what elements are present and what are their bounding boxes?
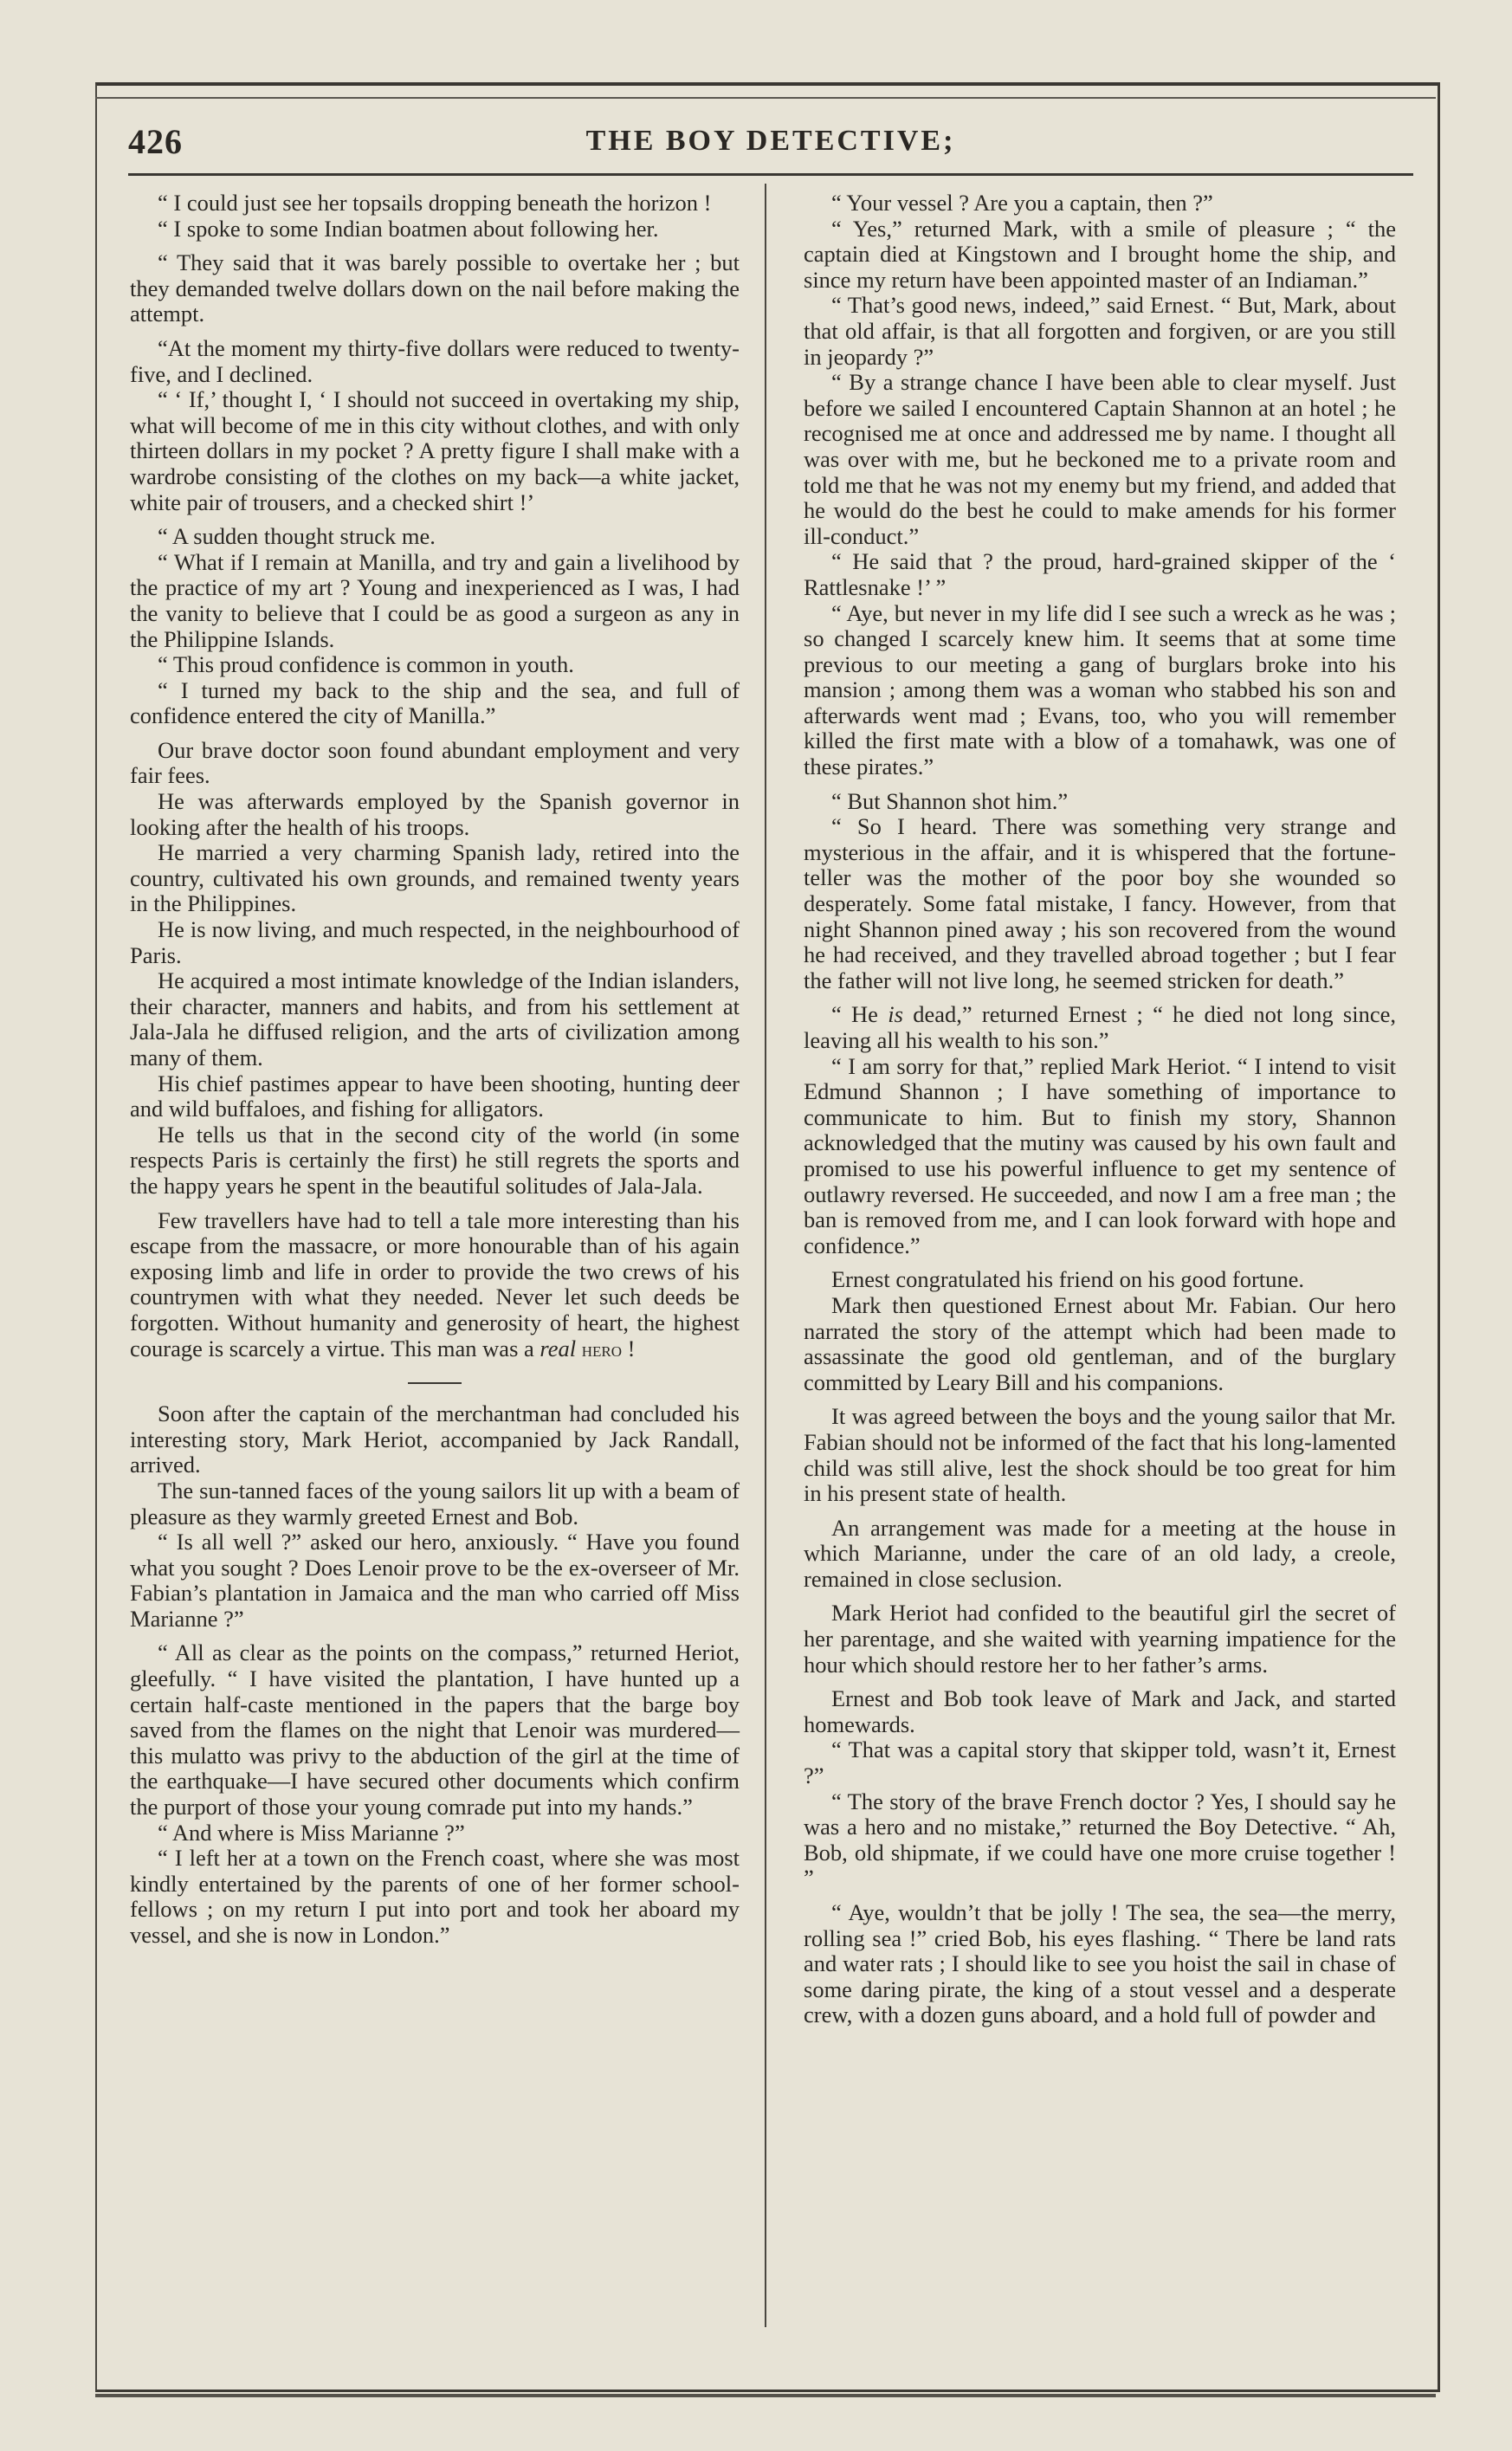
paragraph-end: ! bbox=[622, 1335, 636, 1361]
paragraph: Ernest congratulated his friend on his good fortune. bbox=[831, 1266, 1305, 1293]
paragraph: “ I spoke to some Indian boatmen about following her. bbox=[158, 215, 659, 242]
paragraph: “ And where is Miss Marianne ?” bbox=[158, 1819, 465, 1846]
column-divider bbox=[765, 184, 766, 2327]
paragraph: “ But Shannon shot him.” bbox=[831, 787, 1069, 814]
paragraph: “ Aye, but never in my life did I see such a wreck as he was ; so changed I scarcely knew him. It seems that at some time previous to our meeting a gang of burglars broke into his mansion ; among them was a woman who stabbed his son and afterwards went mad ; Evans, too, who you will remember killed the first mate with a blow of a tomahawk, was one of these pirates.” bbox=[804, 599, 1396, 780]
paragraph: Mark then questioned Ernest about Mr. Fabian. Our hero narrated the story of the attempt which had been made to assassinate the good old gentleman, and of the burglary committed by Leary Bill and his companions. bbox=[804, 1291, 1396, 1395]
paragraph: “ That’s good news, indeed,” said Ernest. “ But, Mark, about that old affair, is that all forgotten and forgiven, or are you still in jeopardy ?” bbox=[804, 292, 1396, 370]
paragraph-text: “ He bbox=[831, 1001, 888, 1028]
emphasis: real bbox=[540, 1335, 577, 1361]
emphasis: is bbox=[888, 1001, 903, 1028]
paragraph: “ Is all well ?” asked our hero, anxiously. “ Have you found what you sought ? Does Lenoir prove to be the ex-overseer of Mr. Fabian’s plantation in Jamaica and the man who carried off Miss Marianne ?” bbox=[130, 1529, 740, 1632]
paragraph: “ I could just see her topsails dropping beneath the horizon ! bbox=[158, 190, 712, 216]
paragraph: He is now living, and much respected, in the neighbourhood of Paris. bbox=[130, 916, 740, 968]
running-title: THE BOY DETECTIVE; bbox=[585, 125, 956, 157]
paragraph: He was afterwards employed by the Spanish governor in looking after the health of his troops. bbox=[130, 788, 740, 840]
paragraph: “ He said that ? the proud, hard-grained skipper of the ‘ Rattlesnake !’ ” bbox=[804, 548, 1396, 600]
paragraph-text: dead,” returned Ernest ; “ he died not long since, leaving all his wealth to his son.” bbox=[804, 1001, 1396, 1053]
section-break-rule bbox=[408, 1382, 462, 1384]
paragraph: “ All as clear as the points on the compass,” returned Heriot, gleefully. “ I have visited the plantation, I have hunted up a certain half-caste mentioned in the papers that the barge boy saved from the flames on the night that Lenoir was murdered—this mulatto was privy to the abduction of the girl at the time of the earthquake—I have secured other documents which confirm the purport of those your young comrade put into my hands.” bbox=[130, 1639, 740, 1820]
paragraph-is-dead bbox=[804, 1002, 1396, 1053]
paragraph: “ They said that it was barely possible to overtake her ; but they demanded twelve dollars down on the nail before making the attempt. bbox=[130, 249, 740, 327]
paragraph: He acquired a most intimate knowledge of the Indian islanders, their character, manners and habits, and from his settlement at Jala-Jala he diffused religion, and the arts of civilization among many of them. bbox=[130, 967, 740, 1070]
paragraph: “ The story of the brave French doctor ? Yes, I should say he was a hero and no mistake,” returned the Boy Detective. “ Ah, Bob, old shipmate, if we could have one more cruise together ! ” bbox=[804, 1788, 1396, 1892]
paragraph: It was agreed between the boys and the young sailor that Mr. Fabian should not be informed of the fact that his long-lamented child was still alive, lest the shock should be too great for him in his present state of health. bbox=[804, 1403, 1396, 1507]
small-caps-word: hero bbox=[581, 1338, 623, 1361]
paragraph: “ A sudden thought struck me. bbox=[158, 523, 436, 550]
paragraph: Ernest and Bob took leave of Mark and Jack, and started homewards. bbox=[804, 1685, 1396, 1737]
paragraph: The sun-tanned faces of the young sailors lit up with a beam of pleasure as they warmly greeted Ernest and Bob. bbox=[130, 1477, 740, 1529]
header-rule bbox=[128, 173, 1413, 176]
bottom-rule bbox=[95, 2394, 1436, 2397]
left-column bbox=[130, 191, 740, 1949]
paragraph: “ What if I remain at Manilla, and try and gain a livelihood by the practice of my art ? Young and inexperienced as I was, I had the vanity to believe that I could be as good a surgeon as any in the Philippine Islands. bbox=[130, 548, 740, 652]
paragraph: Our brave doctor soon found abundant employment and very fair fees. bbox=[130, 736, 740, 789]
paragraph: Soon after the captain of the merchantman had concluded his interesting story, Mark Heriot, accompanied by Jack Randall, arrived. bbox=[130, 1400, 740, 1478]
paragraph: “ I left her at a town on the French coast, where she was most kindly entertained by the parents of one of her former school-fellows ; on my return I put into port and took her aboard my vessel, and she is now in London.” bbox=[130, 1845, 740, 1948]
paragraph: “ Your vessel ? Are you a captain, then ?” bbox=[831, 190, 1213, 216]
right-column bbox=[804, 191, 1396, 2028]
page-header bbox=[128, 121, 1413, 173]
paragraph: “ Yes,” returned Mark, with a smile of pleasure ; “ the captain died at Kingstown and I brought home the ship, and since my return have been appointed master of an Indiaman.” bbox=[804, 215, 1396, 293]
paragraph: He married a very charming Spanish lady, retired into the country, cultivated his own grounds, and remained twenty years in the Philippines. bbox=[130, 839, 740, 917]
paragraph: His chief pastimes appear to have been shooting, hunting deer and wild buffaloes, and fishing for alligators. bbox=[130, 1070, 740, 1122]
paragraph: “At the moment my thirty-five dollars were reduced to twenty-five, and I declined. bbox=[130, 334, 740, 387]
paragraph: “ Aye, wouldn’t that be jolly ! The sea, the sea—the merry, rolling sea !” cried Bob, his eyes flashing. “ There be land rats and water rats ; I should like to see you hoist the sail in chase of some daring pirate, the king of a stout vessel and a desperate crew, with a dozen guns aboard, and a hold full of powder and bbox=[804, 1899, 1396, 2028]
paragraph-text: Few travellers have had to tell a tale more interesting than his escape from the massacre, or more honourable than of his again exposing limb and life in order to provide the two crews of his countrymen with what they needed. Never let such deeds be forgotten. Without humanity and generosity of heart, the highest courage is scarcely a virtue. This man was a bbox=[130, 1206, 740, 1361]
paragraph: “ I am sorry for that,” replied Mark Heriot. “ I intend to visit Edmund Shannon ; I have something of importance to communicate to him. But to finish my story, Shannon acknowledged that the mutiny was caused by his own fault and promised to use his powerful influence to get my sentence of outlawry reversed. He succeeded, and now I am a free man ; the ban is removed from me, and I can look forward with hope and confidence.” bbox=[804, 1052, 1396, 1258]
paragraph: “ I turned my back to the ship and the sea, and full of confidence entered the city of Manilla.” bbox=[130, 676, 740, 729]
paragraph: An arrangement was made for a meeting at the house in which Marianne, under the care of an old lady, a creole, remained in close seclusion. bbox=[804, 1514, 1396, 1592]
paragraph: He tells us that in the second city of the world (in some respects Paris is certainly the first) he still regrets the sports and the happy years he spent in the beautiful solitudes of Jala-Jala. bbox=[130, 1121, 740, 1199]
paragraph: “ So I heard. There was something very strange and mysterious in the affair, and it is whispered that the fortune-teller was the mother of the poor boy she wounded so desperately. Some fatal mistake, I fancy. However, from that night Shannon pined away ; his son recovered from the wound he had received, and they travelled abroad together ; but I fear the father will not live long, he seemed stricken for death.” bbox=[804, 813, 1396, 993]
paragraph: Mark Heriot had confided to the beautiful girl the secret of her parentage, and she waited with yearning impatience for the hour which should restore her to her father’s arms. bbox=[804, 1600, 1396, 1678]
top-rule bbox=[95, 97, 1436, 99]
paragraph-hero bbox=[130, 1208, 740, 1364]
paragraph: “ By a strange chance I have been able to clear myself. Just before we sailed I encountered Captain Shannon at an hotel ; he recognised me at once and addressed me by name. I thought all was over with me, but he beckoned me to a private room and told me that he was not my enemy but my friend, and added that he would do the best he could to make amends for his former ill-conduct.” bbox=[804, 369, 1396, 549]
paragraph: “ This proud confidence is common in youth. bbox=[158, 651, 574, 678]
paragraph: “ ‘ If,’ thought I, ‘ I should not succeed in overtaking my ship, what will become of me in this city without clothes, and with only thirteen dollars in my pocket ? A pretty figure I shall make with a wardrobe consisting of the clothes on my back—a white jacket, white pair of trousers, and a checked shirt !’ bbox=[130, 386, 740, 515]
paragraph: “ That was a capital story that skipper told, wasn’t it, Ernest ?” bbox=[804, 1736, 1396, 1789]
page-number: 426 bbox=[128, 122, 183, 161]
